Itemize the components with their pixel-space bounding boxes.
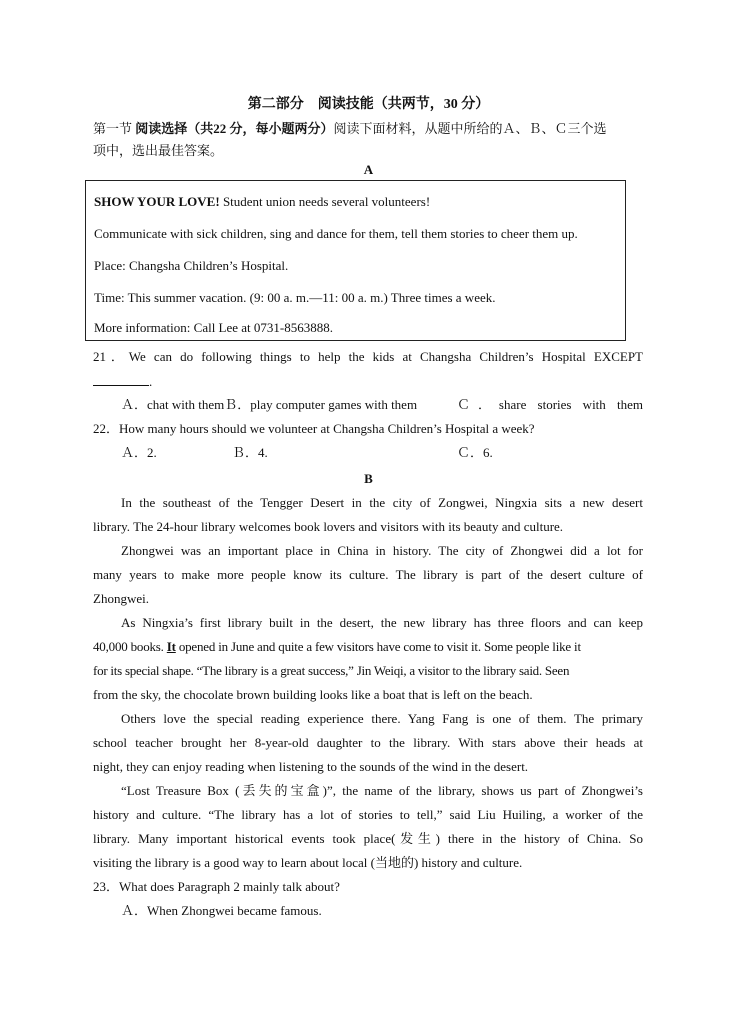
answer-blank [93, 373, 149, 386]
p3-line-3: for its special shape. “The library is a great success,” Jin Weiqi, a visitor to the library said. Seen [93, 663, 570, 678]
notice-line-2: Communicate with sick children, sing and dance for them, tell them stories to cheer them up. [94, 226, 578, 241]
q23-option-a: Ａ．When Zhongwei became famous. [121, 903, 322, 918]
p4-line-2: school teacher brought her 8-year-old daughter to the library. With stars above their heads at [93, 735, 643, 750]
q21-option-a: Ａ．chat with them [121, 397, 225, 412]
p3-line-2-end: opened in June and quite a few visitors have come to visit it. Some people like it [175, 639, 581, 654]
p2-line-3: Zhongwei. [93, 591, 149, 606]
q21-stem: 21．We can do following things to help the kids at Changsha Children’s Hospital EXCEPT [93, 349, 643, 364]
section-label: 第一节 [93, 121, 133, 136]
notice-line-4: Time: This summer vacation. (9: 00 a. m.—11: 00 a. m.) Three times a week. [94, 290, 496, 305]
q21-blank-end: . [149, 374, 153, 389]
p3-line-1: As Ningxia’s first library built in the desert, the new library has three floors and can keep [121, 615, 643, 630]
underlined-word-it: It [166, 639, 176, 654]
p5-line-2: history and culture. “The library has a lot of stories to tell,” said Liu Huiling, a worker of the [93, 807, 643, 822]
notice-line-5: More information: Call Lee at 0731-8563888. [94, 320, 334, 335]
p1-line-1: In the southeast of the Tengger Desert in the city of Zongwei, Ningxia sits a new desert [121, 495, 643, 510]
q21-option-b: Ｂ．play computer games with them [224, 397, 418, 412]
section-bold-instruction: 阅读选择（共22 分，每小题两分） [135, 121, 334, 136]
q22-option-a: Ａ．2. [121, 445, 157, 460]
q22-option-b: Ｂ．4. [232, 445, 268, 460]
section-instruction-line2: 项中，选出最佳答案。 [93, 143, 224, 158]
section-instruction: 阅读下面材料，从题中所给的Ａ、Ｂ、Ｃ三个选 [333, 121, 607, 136]
notice-headline: SHOW YOUR LOVE! [94, 194, 220, 209]
p4-line-3: night, they can enjoy reading when listening to the sounds of the wind in the desert. [93, 759, 529, 774]
p5-line-1: “Lost Treasure Box (丢失的宝盒)”, the name of the library, shows us part of Zhongwei’s [121, 783, 643, 798]
p3-line-4: from the sky, the chocolate brown building looks like a boat that is left on the beach. [93, 687, 533, 702]
p3-line-2-start: 40,000 books. [93, 639, 164, 654]
q21-option-c: Ｃ．share stories with them [457, 397, 643, 412]
notice-line-1 [94, 194, 430, 210]
q22-option-c: Ｃ．6. [457, 445, 493, 460]
p1-line-2: library. The 24-hour library welcomes book lovers and visitors with its beauty and culture. [93, 519, 564, 534]
p5-line-4: visiting the library is a good way to learn about local (当地的) history and culture. [93, 855, 523, 870]
passage-b-letter: B [364, 471, 373, 486]
passage-a-letter: A [363, 162, 374, 177]
p3-line-2 [93, 639, 581, 655]
p2-line-2: many years to make more people know its culture. The library is part of the desert culture of [93, 567, 643, 582]
notice-headline-rest: Student union needs several volunteers! [219, 194, 431, 209]
q21-blank [93, 373, 152, 390]
p5-line-3: library. Many important historical events took place(发生) there in the history of China. So [93, 831, 643, 846]
notice-box [85, 180, 626, 341]
q23-stem: 23．What does Paragraph 2 mainly talk about? [93, 879, 340, 894]
q21-options [121, 397, 417, 413]
q22-stem: 22．How many hours should we volunteer at Changsha Children’s Hospital a week? [93, 421, 535, 436]
notice-line-3: Place: Changsha Children’s Hospital. [94, 258, 289, 273]
p2-line-1: Zhongwei was an important place in China in history. The city of Zhongwei did a lot for [121, 543, 643, 558]
p4-line-1: Others love the special reading experience there. Yang Fang is one of them. The primary [121, 711, 643, 726]
part-title: 第二部分 阅读技能（共两节，30 分） [247, 97, 490, 112]
section-header [93, 121, 607, 137]
